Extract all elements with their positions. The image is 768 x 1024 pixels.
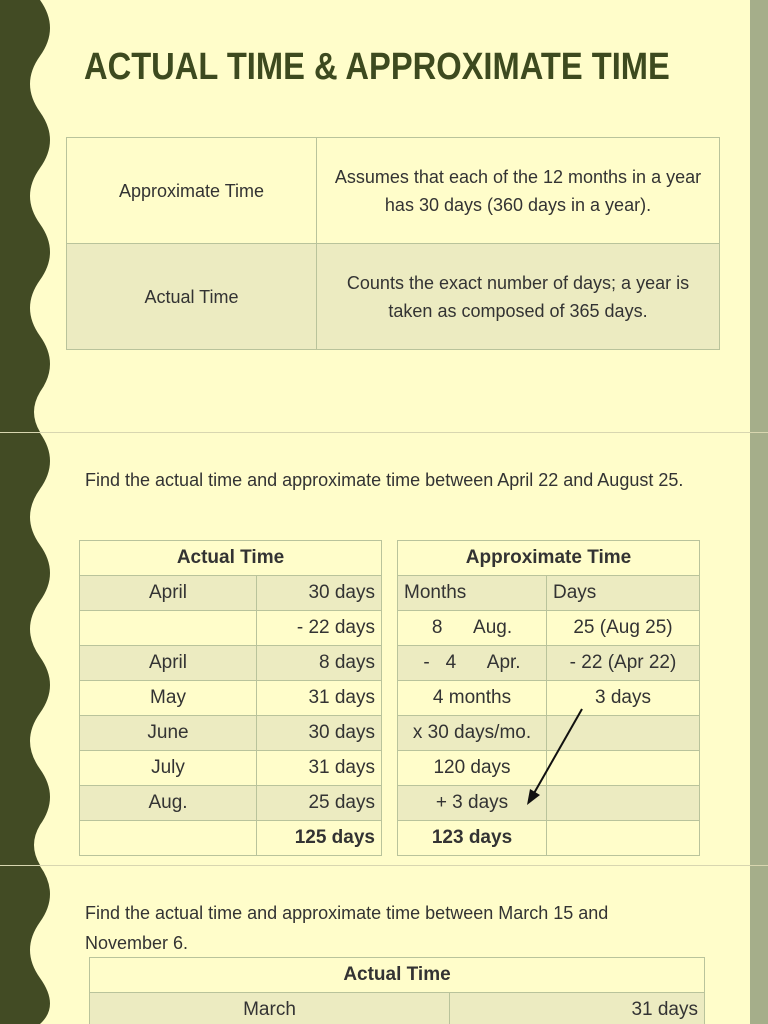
table-row: [80, 751, 382, 786]
table-row: [80, 681, 382, 716]
months-cell: 120 days: [398, 751, 547, 786]
wave-border-decoration: [0, 0, 60, 432]
definition-cell: Assumes that each of the 12 months in a year has 30 days (360 days in a year).: [317, 138, 720, 244]
days-cell: - 22 (Apr 22): [547, 646, 700, 681]
table-header-row: [80, 541, 382, 576]
table-row: [398, 646, 700, 681]
table-header-row: [90, 958, 705, 993]
days-cell: 31 days: [257, 751, 382, 786]
days-cell: 31 days: [450, 993, 705, 1024]
table-row: [398, 751, 700, 786]
table-row: [398, 611, 700, 646]
days-cell: 30 days: [257, 576, 382, 611]
month-cell: April: [80, 576, 257, 611]
table-row: [80, 786, 382, 821]
table-row: [67, 138, 720, 244]
month-cell: Aug.: [80, 786, 257, 821]
table-row: [80, 611, 382, 646]
term-cell: Approximate Time: [67, 138, 317, 244]
months-cell: 4 months: [398, 681, 547, 716]
days-cell: 3 days: [547, 681, 700, 716]
total-days-cell: 125 days: [257, 821, 382, 856]
table-row: [398, 681, 700, 716]
table-row: [80, 646, 382, 681]
wave-border-decoration: [0, 866, 60, 1024]
slide-title: ACTUAL TIME & APPROXIMATE TIME: [84, 46, 670, 88]
right-accent-bar: [750, 0, 768, 432]
month-cell: July: [80, 751, 257, 786]
table-header: Actual Time: [90, 958, 705, 993]
table-row: [67, 244, 720, 350]
days-cell: 8 days: [257, 646, 382, 681]
question-text: Find the actual time and approximate time between April 22 and August 25.: [85, 470, 684, 490]
days-cell: 31 days: [257, 681, 382, 716]
days-cell: 30 days: [257, 716, 382, 751]
right-accent-bar: [750, 866, 768, 1024]
wave-border-decoration: [0, 433, 60, 865]
table-header: Actual Time: [80, 541, 382, 576]
month-cell: March: [90, 993, 450, 1024]
question-text: Find the actual time and approximate time between March 15 and November 6.: [85, 903, 609, 953]
months-cell: x 30 days/mo.: [398, 716, 547, 751]
slide-example-2: [0, 866, 768, 1024]
month-cell: May: [80, 681, 257, 716]
total-days-cell: 123 days: [398, 821, 547, 856]
term-cell: Actual Time: [67, 244, 317, 350]
month-cell: June: [80, 716, 257, 751]
table-header-row: [398, 541, 700, 576]
table-row: [398, 716, 700, 751]
approximate-time-table: [397, 540, 700, 856]
table-row: [80, 716, 382, 751]
days-cell: - 22 days: [257, 611, 382, 646]
months-cell: + 3 days: [398, 786, 547, 821]
days-cell: [547, 786, 700, 821]
days-cell: [547, 751, 700, 786]
table-header: Approximate Time: [398, 541, 700, 576]
right-accent-bar: [750, 433, 768, 865]
table-row: [90, 993, 705, 1024]
months-cell: 8 Aug.: [398, 611, 547, 646]
slide-definitions: [0, 0, 768, 432]
month-cell: April: [80, 646, 257, 681]
days-cell: 25 days: [257, 786, 382, 821]
months-cell: - 4 Apr.: [398, 646, 547, 681]
days-cell: [547, 821, 700, 856]
table-row: [80, 821, 382, 856]
days-column-header: Days: [547, 576, 700, 611]
month-cell: [80, 821, 257, 856]
days-cell: 25 (Aug 25): [547, 611, 700, 646]
slide-example-1: [0, 433, 768, 865]
definitions-table: [66, 137, 720, 350]
months-column-header: Months: [398, 576, 547, 611]
days-cell: [547, 716, 700, 751]
table-row: [80, 576, 382, 611]
table-row: [398, 821, 700, 856]
actual-time-table: [79, 540, 382, 856]
actual-time-table: [89, 957, 705, 1024]
month-cell: [80, 611, 257, 646]
table-row: [398, 576, 700, 611]
table-row: [398, 786, 700, 821]
definition-cell: Counts the exact number of days; a year is taken as composed of 365 days.: [317, 244, 720, 350]
